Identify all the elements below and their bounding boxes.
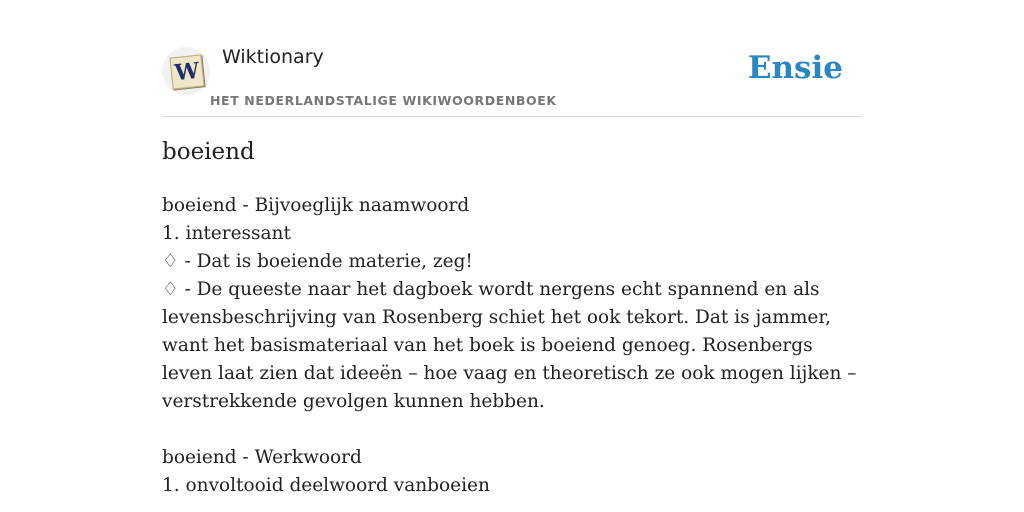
definition-verb: 1. onvoltooid deelwoord vanboeien bbox=[162, 475, 490, 496]
page-title: boeiend bbox=[162, 139, 255, 165]
page bbox=[162, 0, 862, 496]
definition-adjective: 1. interessant bbox=[162, 223, 291, 244]
section-spacer bbox=[162, 416, 862, 444]
entry-content bbox=[162, 192, 862, 500]
wiktionary-logo-icon: W bbox=[169, 54, 204, 89]
example-2: ♢ - De queeste naar het dagboek wordt nergens echt spannend en als levensbeschrijving van Rosenberg schiet het ook tekort. Dat is jammer, want het basismateriaal van het boek is boeiend genoeg. Rosenbergs leven laat zien dat ideeën – hoe vaag en theoretisch ze ook mogen lijken – verstrekkende gevolgen kunnen hebben. bbox=[162, 279, 857, 412]
site-name[interactable]: Wiktionary bbox=[222, 46, 324, 68]
site-header bbox=[162, 0, 862, 117]
section-heading-verb: boeiend - Werkwoord bbox=[162, 447, 362, 468]
site-tagline: HET NEDERLANDSTALIGE WIKIWOORDENBOEK bbox=[210, 93, 557, 108]
site-logo[interactable] bbox=[162, 47, 210, 95]
ensie-brand-link[interactable]: Ensie bbox=[747, 50, 843, 86]
example-1: ♢ - Dat is boeiende materie, zeg! bbox=[162, 251, 473, 272]
section-heading-adjective: boeiend - Bijvoeglijk naamwoord bbox=[162, 195, 470, 216]
